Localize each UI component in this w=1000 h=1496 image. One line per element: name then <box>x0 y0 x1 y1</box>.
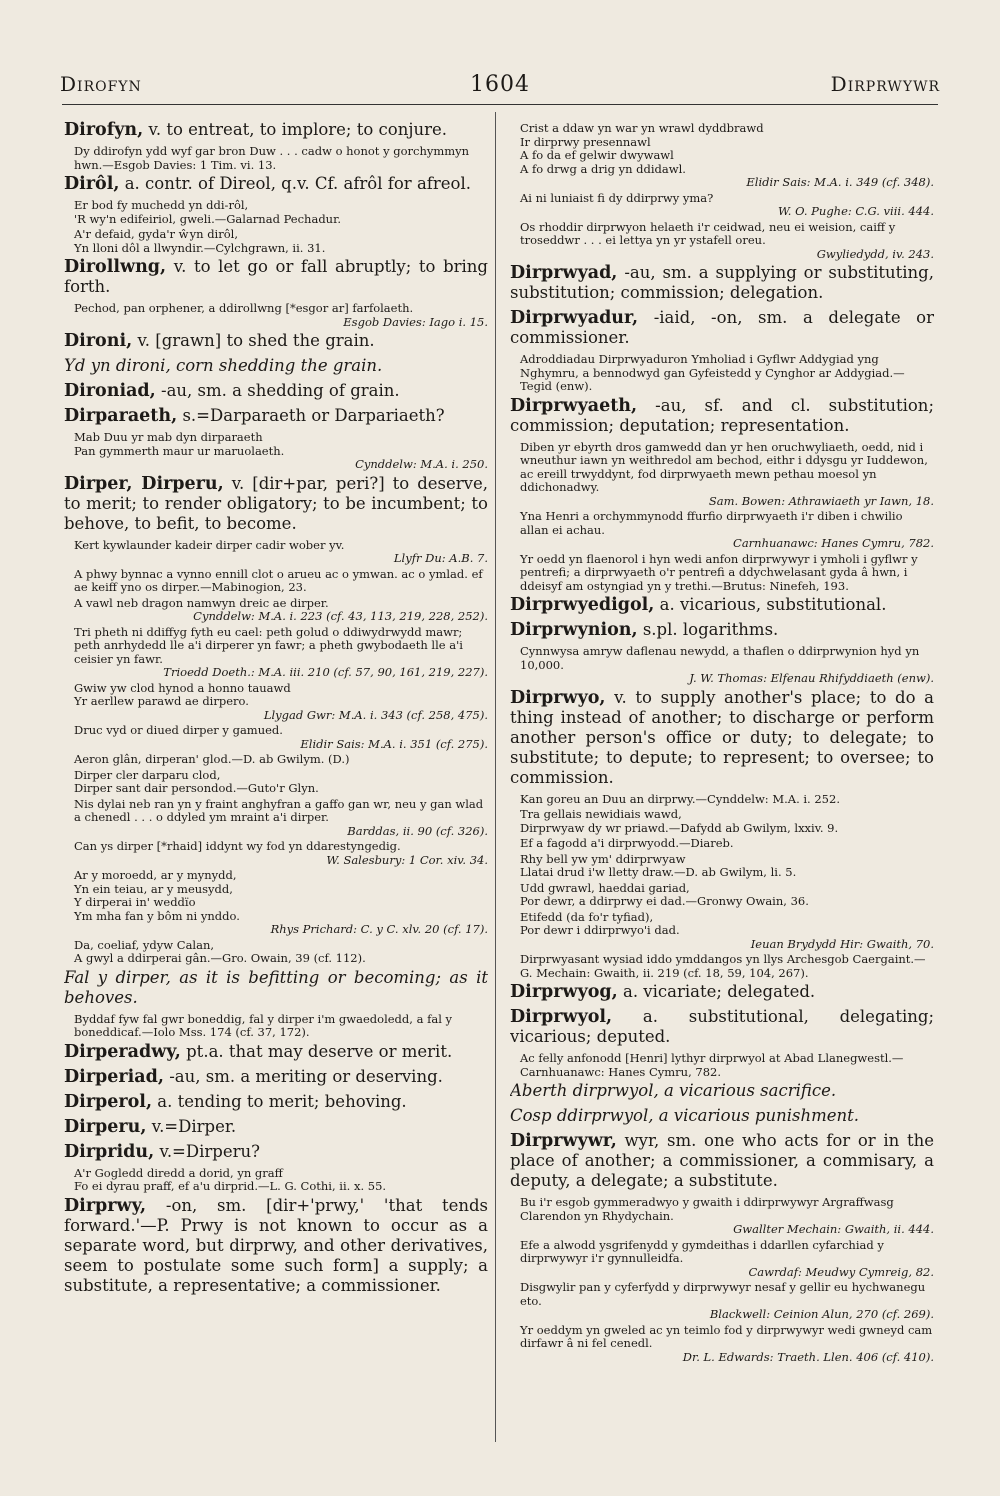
page-number: 1604 <box>470 72 530 97</box>
quotation-source: Gwallter Mechain: Gwaith, ii. 444. <box>733 1222 934 1236</box>
quotation-line: Druc vyd or diued dirper y gamued. <box>74 723 283 737</box>
headword: Dirprwywr, <box>510 1131 617 1151</box>
definition: -au, sf. and cl. substitution; commission; deputation; representation. <box>510 395 934 435</box>
definition: a. vicariate; delegated. <box>622 982 816 1001</box>
dictionary-entry <box>64 1142 488 1162</box>
quotation-line: Disgwylir pan y cyferfydd y dirprwywyr nesaf y gellir eu hychwanegu eto. <box>520 1280 926 1308</box>
quotation <box>74 869 488 937</box>
quotation-line: Dirprwyaw dy wr priawd.—Dafydd ab Gwilym, lxxiv. 9. <box>520 820 839 835</box>
header-right-guide-word: Dirprwywr <box>830 72 940 96</box>
quotation-line: Er bod fy muchedd yn ddi-rôl, <box>74 198 249 212</box>
quotation-source: Trioedd Doeth.: M.A. iii. 210 (cf. 57, 90, 161, 219, 227). <box>163 665 488 679</box>
dictionary-entry <box>510 1007 934 1047</box>
right-column <box>510 120 934 1366</box>
quotation-source: Barddas, ii. 90 (cf. 326). <box>347 823 488 838</box>
quotation-source: Carnhuanawc: Hanes Cymru, 782. <box>733 536 934 550</box>
quotation <box>74 539 488 566</box>
definition: v. [grawn] to shed the grain. <box>137 331 375 350</box>
phrase-definition: Aberth dirprwyol, a vicarious sacrifice. <box>510 1081 837 1100</box>
quotation-source: Cynddelw: M.A. i. 250. <box>355 457 488 471</box>
quotation-source: Elidir Sais: M.A. i. 351 (cf. 275). <box>300 736 488 751</box>
quotation <box>520 1324 934 1365</box>
quotation <box>520 353 934 394</box>
quotation <box>74 568 488 595</box>
dictionary-entry <box>64 257 488 297</box>
definition: a. contr. of Direol, q.v. Cf. afrôl for afreol. <box>124 174 471 193</box>
definition: v. to supply another's place; to do a thing instead of another; to discharge or perform another person's office or duty; to delegate; to substitute; to depute; to represent; to oversee; to commission. <box>510 687 934 787</box>
headword: Dirperu, <box>64 1116 147 1137</box>
phrase-definition: Yd yn dironi, corn shedding the grain. <box>64 356 383 375</box>
quotation-line: Y dirperai in' weddïo <box>74 895 196 909</box>
quotation-line: Cynnwysa amryw daflenau newydd, a thaflen o ddirprwynion hyd yn 10,000. <box>520 644 920 672</box>
quotation <box>520 645 934 686</box>
dictionary-entry <box>64 1067 488 1087</box>
quotation-line: Byddaf fyw fal gwr boneddig, fal y dirper i'm gwaedoledd, a fal y boneddicaf.—Iolo Mss. 174 (cf. 37, 172). <box>74 1011 453 1039</box>
headword: Dirprwyol, <box>510 1007 613 1027</box>
quotation-source: Blackwell: Ceinion Alun, 270 (cf. 269). <box>709 1307 934 1321</box>
quotation-line: A'r defaid, gyda'r ŵyn dirôl, <box>74 227 238 241</box>
headword: Dirper, Dirperu, <box>64 473 224 494</box>
quotation <box>74 302 488 329</box>
headword: Dironi, <box>64 331 133 351</box>
quotation <box>74 939 488 966</box>
quotation <box>74 724 488 751</box>
definition: v. to let go or fall abruptly; to bring forth. <box>64 257 488 296</box>
quotation <box>74 682 488 723</box>
quotation-source: W. Salesbury: 1 Cor. xiv. 34. <box>326 852 488 867</box>
quotation <box>520 221 934 262</box>
dictionary-entry <box>64 356 488 376</box>
quotation <box>520 808 934 835</box>
phrase-definition: Cosp ddirprwyol, a vicarious punishment. <box>510 1106 860 1125</box>
quotation-line: A gwyl a ddirperai gân.—Gro. Owain, 39 (cf. 112). <box>74 951 366 965</box>
dictionary-entry <box>64 406 488 426</box>
quotation <box>520 1239 934 1280</box>
definition: s.pl. logarithms. <box>642 620 779 639</box>
quotation-line: Mab Duu yr mab dyn dirparaeth <box>74 430 263 444</box>
headword: Dirperol, <box>64 1091 153 1112</box>
quotation <box>74 769 488 796</box>
quotation <box>74 431 488 472</box>
dictionary-entry <box>510 595 934 615</box>
quotation-line: Rhy bell yw ym' ddirprwyaw <box>520 851 686 866</box>
quotation-line: A'r Gogledd diredd a dorid, yn graff <box>74 1165 283 1180</box>
quotation-line: Por dewr, a ddirprwy ei dad.—Gronwy Owain, 36. <box>520 894 809 908</box>
dictionary-entry <box>64 381 488 401</box>
quotation-source: Llyfr Du: A.B. 7. <box>393 551 488 565</box>
definition: -au, sm. a supplying or substituting, substitution; commission; delegation. <box>510 263 934 302</box>
quotation-source: J. W. Thomas: Elfenau Rhifyddiaeth (enw). <box>689 671 934 685</box>
quotation-line: A fo drwg a drig yn ddidawl. <box>520 161 686 176</box>
headword: Dirprwynion, <box>510 620 638 640</box>
quotation <box>74 199 488 226</box>
dictionary-entry <box>64 1042 488 1062</box>
quotation-line: Por dewr i ddirprwyo'i dad. <box>520 923 680 937</box>
quotation <box>520 882 934 909</box>
quotation <box>520 553 934 594</box>
quotation-source: Rhys Prichard: C. y C. xlv. 20 (cf. 17). <box>270 922 488 936</box>
quotation-line: Yn ein teiau, ar y meusydd, <box>74 881 233 896</box>
quotation <box>520 853 934 880</box>
headword: Dirparaeth, <box>64 406 178 426</box>
column-divider <box>495 112 496 1442</box>
quotation-line: Tri pheth ni ddiffyg fyth eu cael: peth golud o ddiwydrwydd mawr; peth anrhydedd lle a'i dirperer yn fawr; a pheth gwybodaeth lle a'i ceisier yn fawr. <box>74 624 463 666</box>
headword: Dirprwyedigol, <box>510 595 655 615</box>
quotation-source: Llygad Gwr: M.A. i. 343 (cf. 258, 475). <box>263 707 488 722</box>
quotation <box>520 122 934 190</box>
quotation <box>520 441 934 509</box>
headword: Dirôl, <box>64 174 120 194</box>
header-left-guide-word: Dirofyn <box>60 72 142 96</box>
quotation-line: Ar y moroedd, ar y mynydd, <box>74 868 237 882</box>
definition: a. substitutional, delegating; vicarious; deputed. <box>510 1007 934 1046</box>
dictionary-entry <box>510 1106 934 1126</box>
definition: pt.a. that may deserve or merit. <box>186 1041 453 1061</box>
quotation-source: W. O. Pughe: C.G. viii. 444. <box>777 204 934 218</box>
quotation-source: Cawrdaf: Meudwy Cymreig, 82. <box>748 1264 934 1279</box>
quotation-line: Yr oedd yn flaenorol i hyn wedi anfon dirprwywyr i ymholi i gyflwr y pentrefi; a dirprwyaeth o'r pentrefi a ddychwelasant gyda â hwn, i ddeisyf am ostyngiad yn y trethi.—Brutus: Ninefeh, 193. <box>520 551 918 593</box>
headword: Dirprwyad, <box>510 263 618 283</box>
quotation-source: Esgob Davies: Iago i. 15. <box>343 314 488 329</box>
quotation <box>520 192 934 219</box>
definition: -on, sm. [dir+'prwy,' 'that tends forward.'—P. Prwy is not known to occur as a separate word, but dirprwy, and other derivatives, seem to postulate some such form] a supply; a substitute, a representative; a commissioner. <box>64 1195 488 1295</box>
definition: a. tending to merit; behoving. <box>157 1091 407 1111</box>
quotation <box>74 597 488 624</box>
quotation-line: Ai ni luniaist fi dy ddirprwy yma? <box>520 190 714 205</box>
quotation-line: Pechod, pan orphener, a ddirollwng [*esgor ar] farfolaeth. <box>74 301 414 315</box>
quotation-line: 'R wy'n edifeiriol, gweli.—Galarnad Pechadur. <box>74 211 341 226</box>
quotation-line: Dirper cler darparu clod, <box>74 767 221 782</box>
quotation-line: Can ys dirper [*rhaid] iddynt wy fod yn ddarestyngedig. <box>74 839 401 853</box>
headword: Dirofyn, <box>64 120 144 140</box>
quotation <box>520 1052 934 1079</box>
headword: Dirollwng, <box>64 257 167 277</box>
quotation-line: Ir dirprwy presennawl <box>520 134 651 149</box>
headword: Dirprwyo, <box>510 687 606 708</box>
quotation-line: Yn lloni dôl a llwyndir.—Cylchgrawn, ii. 31. <box>74 240 326 255</box>
quotation <box>74 626 488 680</box>
quotation-line: Ym mha fan y bôm ni ynddo. <box>74 908 240 923</box>
dictionary-entry <box>510 1081 934 1101</box>
left-column <box>64 120 488 1301</box>
definition: a. vicarious, substitutional. <box>659 595 887 614</box>
quotation-line: Bu i'r esgob gymmeradwyo y gwaith i ddirprwywyr Argraffwasg Clarendon yn Rhydychain. <box>520 1195 894 1223</box>
dictionary-entry <box>64 1117 488 1137</box>
definition: -au, sm. a shedding of grain. <box>161 381 400 400</box>
quotation <box>74 798 488 839</box>
quotation-line: Dirprwyasant wysiad iddo ymddangos yn llys Archesgob Caergaint.—G. Mechain: Gwaith, ii. 219 (cf. 18, 59, 104, 267). <box>520 952 926 980</box>
headword: Dirperadwy, <box>64 1041 181 1062</box>
quotation-line: Nis dylai neb ran yn y fraint anghyfran a gaffo gan wr, neu y gan wlad a chenedl . . . o ddyled ym mraint a'i dirper. <box>74 796 484 824</box>
dictionary-entry <box>64 331 488 351</box>
quotation <box>520 911 934 952</box>
dictionary-entry <box>64 474 488 534</box>
quotation-line: Aeron glân, dirperan' glod.—D. ab Gwilym. (D.) <box>74 752 350 766</box>
quotation-line: Adroddiadau Dirprwyaduron Ymholiad i Gyflwr Addygiad yng Nghymru, a bennodwyd gan Gyfeistedd y Cynghor ar Addygiad.—Tegid (enw). <box>520 352 905 393</box>
definition: -iaid, -on, sm. a delegate or commissioner. <box>510 308 934 347</box>
quotation-line: Tra gellais newidiais wawd, <box>520 807 682 821</box>
dictionary-entry <box>64 120 488 140</box>
headword: Dirprwyaeth, <box>510 395 638 416</box>
quotation-source: Gwyliedydd, iv. 243. <box>816 246 934 261</box>
quotation-line: Llatai drud i'w lletty draw.—D. ab Gwilym, li. 5. <box>520 865 797 879</box>
dictionary-entry <box>64 1196 488 1296</box>
quotation-line: Crist a ddaw yn war yn wrawl dyddbrawd <box>520 121 764 135</box>
headword: Dirprwyadur, <box>510 308 639 328</box>
quotation <box>74 145 488 172</box>
quotation <box>74 1013 488 1040</box>
quotation <box>74 753 488 767</box>
definition: s.=Darparaeth or Darpariaeth? <box>182 406 445 425</box>
dictionary-entry <box>64 174 488 194</box>
dictionary-entry <box>64 968 488 1008</box>
definition: v.=Dirper. <box>151 1116 237 1136</box>
definition: v.=Dirperu? <box>159 1141 260 1161</box>
dictionary-entry <box>510 620 934 640</box>
headword: Dirpridu, <box>64 1141 155 1162</box>
headword: Dironiad, <box>64 381 156 401</box>
quotation-line: A phwy bynnac a vynno ennill clot o arueu ac o ymwan. ac o ymlad. ef ae keiff yno os dirper.—Mabinogion, 23. <box>74 566 483 594</box>
dictionary-entry <box>510 308 934 348</box>
quotation <box>520 953 934 980</box>
quotation-line: Ef a fagodd a'i dirprwyodd.—Diareb. <box>520 836 734 850</box>
quotation-line: Fo ei dyrau praff, ef a'u dirprid.—L. G. Cothi, ii. x. 55. <box>74 1179 387 1193</box>
quotation <box>520 793 934 807</box>
quotation-line: Efe a alwodd ysgrifenydd y gymdeithas i ddarllen cyfarchiad y dirprwywyr i'r gynnulleidfa. <box>520 1237 884 1265</box>
quotation-line: Yr aerllew parawd ae dirpero. <box>74 694 249 708</box>
quotation-source: Ieuan Brydydd Hir: Gwaith, 70. <box>750 936 934 951</box>
quotation-line: Udd gwrawl, haeddai gariad, <box>520 880 690 895</box>
quotation <box>520 837 934 851</box>
dictionary-entry <box>510 688 934 788</box>
quotation-line: Gwiw yw clod hynod a honno tauawd <box>74 680 291 695</box>
quotation-line: Kert kywlaunder kadeir dirper cadir wober yv. <box>74 537 345 552</box>
quotation <box>74 228 488 255</box>
quotation-line: Kan goreu an Duu an dirprwy.—Cynddelw: M.A. i. 252. <box>520 791 840 806</box>
quotation-line: Yna Henri a orchymmynodd ffurfio dirprwyaeth i'r diben i chwilio allan ei achau. <box>520 509 903 537</box>
quotation-line: Pan gymmerth maur ur maruolaeth. <box>74 443 285 458</box>
quotation <box>520 1281 934 1322</box>
quotation-line: Dirper sant dair persondod.—Guto'r Glyn. <box>74 781 319 795</box>
dictionary-entry <box>510 982 934 1002</box>
header-rule <box>62 104 938 105</box>
quotation-line: A fo da ef gelwir dwywawl <box>520 148 674 162</box>
quotation-line: Ac felly anfonodd [Henri] lythyr dirprwyol at Abad Llanegwestl.—Carnhuanawc: Hanes Cymru, 782. <box>520 1051 904 1079</box>
quotation-source: Dr. L. Edwards: Traeth. Llen. 406 (cf. 410). <box>682 1349 934 1364</box>
definition: -au, sm. a meriting or deserving. <box>169 1066 443 1086</box>
quotation-line: A vawl neb dragon namwyn dreic ae dirper. <box>74 595 329 610</box>
dictionary-entry <box>64 1092 488 1112</box>
quotation-line: Diben yr ebyrth dros gamwedd dan yr hen oruchwyliaeth, oedd, nid i wneuthur iawn yn weithredol am bechod, eithr i ddysgu yr Iuddewon, ac ereill trwyddynt, fod dirprwyaeth mewn pethau moesol yn ddichonadwy. <box>520 439 928 494</box>
dictionary-entry <box>510 396 934 436</box>
definition: v. to entreat, to implore; to conjure. <box>148 120 447 139</box>
dictionary-entry <box>510 263 934 303</box>
headword: Dirperiad, <box>64 1066 164 1087</box>
quotation-line: Da, coeliaf, ydyw Calan, <box>74 937 215 952</box>
quotation-source: Elidir Sais: M.A. i. 349 (cf. 348). <box>746 175 934 189</box>
phrase-definition: Fal y dirper, as it is befitting or becoming; as it behoves. <box>64 967 488 1007</box>
running-header <box>60 72 940 102</box>
definition: wyr, sm. one who acts for or in the place of another; a commissioner, a commisary, a deputy, a delegate; a substitute. <box>510 1131 934 1190</box>
quotation-line: Yr oeddym yn gweled ac yn teimlo fod y dirprwywyr wedi gwneyd cam dirfawr â ni fel cenedl. <box>520 1322 933 1350</box>
quotation <box>74 1167 488 1194</box>
quotation-line: Etifedd (da fo'r tyfiad), <box>520 909 654 924</box>
quotation-source: Cynddelw: M.A. i. 223 (cf. 43, 113, 219, 228, 252). <box>193 609 488 623</box>
headword: Dirprwy, <box>64 1195 147 1216</box>
quotation <box>74 840 488 867</box>
quotation-line: Os rhoddir dirprwyon helaeth i'r ceidwad, neu ei weision, caiff y troseddwr . . . ei lettya yn yr ystafell oreu. <box>520 219 896 247</box>
quotation-source: Sam. Bowen: Athrawiaeth yr Iawn, 18. <box>708 493 934 508</box>
quotation <box>520 1196 934 1237</box>
dictionary-entry <box>510 1131 934 1191</box>
quotation <box>520 510 934 551</box>
quotation-line: Dy ddirofyn ydd wyf gar bron Duw . . . cadw o honot y gorchymmyn hwn.—Esgob Davies: 1 Tim. vi. 13. <box>74 144 470 172</box>
definition: v. [dir+par, peri?] to deserve, to merit; to render obligatory; to be incumbent; to behove, to befit, to become. <box>64 473 488 533</box>
headword: Dirprwyog, <box>510 982 618 1002</box>
